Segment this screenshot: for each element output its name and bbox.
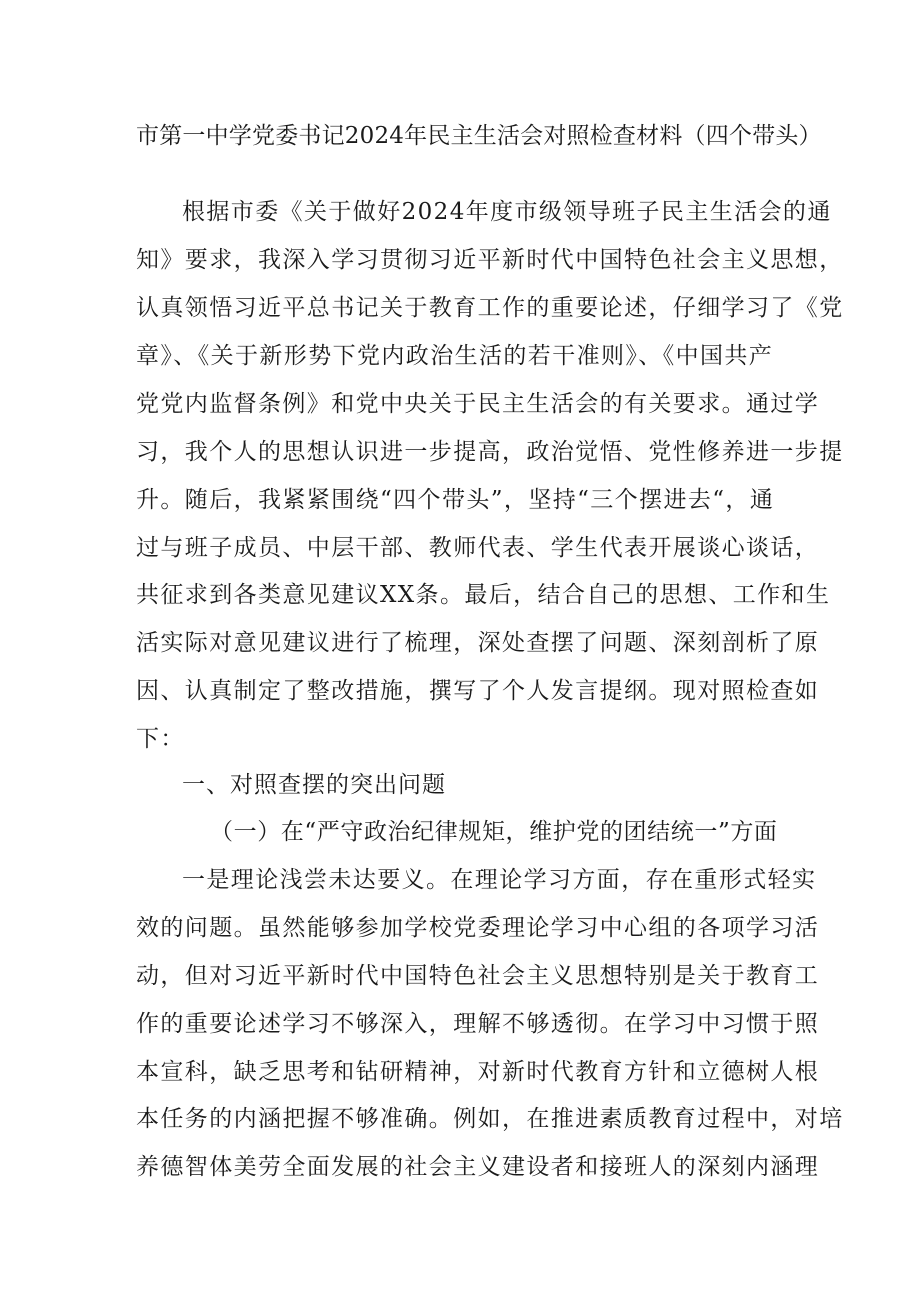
document-title: 市第一中学党委书记2024年民主生活会对照检查材料（四个带头） [136,123,822,149]
point-line-3: 动，但对习近平新时代中国特色社会主义思想特别是关于教育工 [136,963,820,989]
intro-line-4: 章》、《关于新形势下党内政治生活的若干准则》、《中国共产 [136,343,774,369]
intro-line-3: 认真领悟习近平总书记关于教育工作的重要论述，仔细学习了《党 [136,295,844,321]
point-line-7: 养德智体美劳全面发展的社会主义建设者和接班人的深刻内涵理 [136,1154,820,1180]
intro-line-10: 活实际对意见建议进行了梳理，深处查摆了问题、深刻剖析了原 [136,630,820,656]
point-line-6: 本任务的内涵把握不够准确。例如，在推进素质教育过程中，对培 [136,1106,844,1132]
intro-line-6: 习，我个人的思想认识进一步提高，政治觉悟、党性修养进一步提 [136,439,844,465]
subsection-heading-1: （一）在“严守政治纪律规矩，维护党的团结统一”方面 [210,819,778,845]
point-line-1: 一是理论浅尝未达要义。在理论学习方面，存在重形式轻实 [182,867,817,893]
intro-line-12: 下： [136,726,185,752]
section-heading-1: 一、对照查摆的突出问题 [182,772,446,798]
intro-line-1: 根据市委《关于做好2024年度市级领导班子民主生活会的通 [182,199,832,225]
intro-line-7: 升。随后，我紧紧围绕“四个带头”，坚持“三个摆进去“，通 [136,487,775,513]
intro-line-2: 知》要求，我深入学习贯彻习近平新时代中国特色社会主义思想， [136,247,844,273]
point-line-4: 作的重要论述学习不够深入，理解不够透彻。在学习中习惯于照 [136,1011,820,1037]
intro-line-8: 过与班子成员、中层干部、教师代表、学生代表开展谈心谈话， [136,535,820,561]
intro-line-5: 党党内监督条例》和党中央关于民主生活会的有关要求。通过学 [136,391,820,417]
intro-line-9: 共征求到各类意见建议XX条。最后，结合自己的思想、工作和生 [136,582,831,608]
point-line-2: 效的问题。虽然能够参加学校党委理论学习中心组的各项学习活 [136,915,820,941]
intro-line-11: 因、认真制定了整改措施，撰写了个人发言提纲。现对照检查如 [136,678,820,704]
point-line-5: 本宣科，缺乏思考和钻研精神，对新时代教育方针和立德树人根 [136,1059,820,1085]
